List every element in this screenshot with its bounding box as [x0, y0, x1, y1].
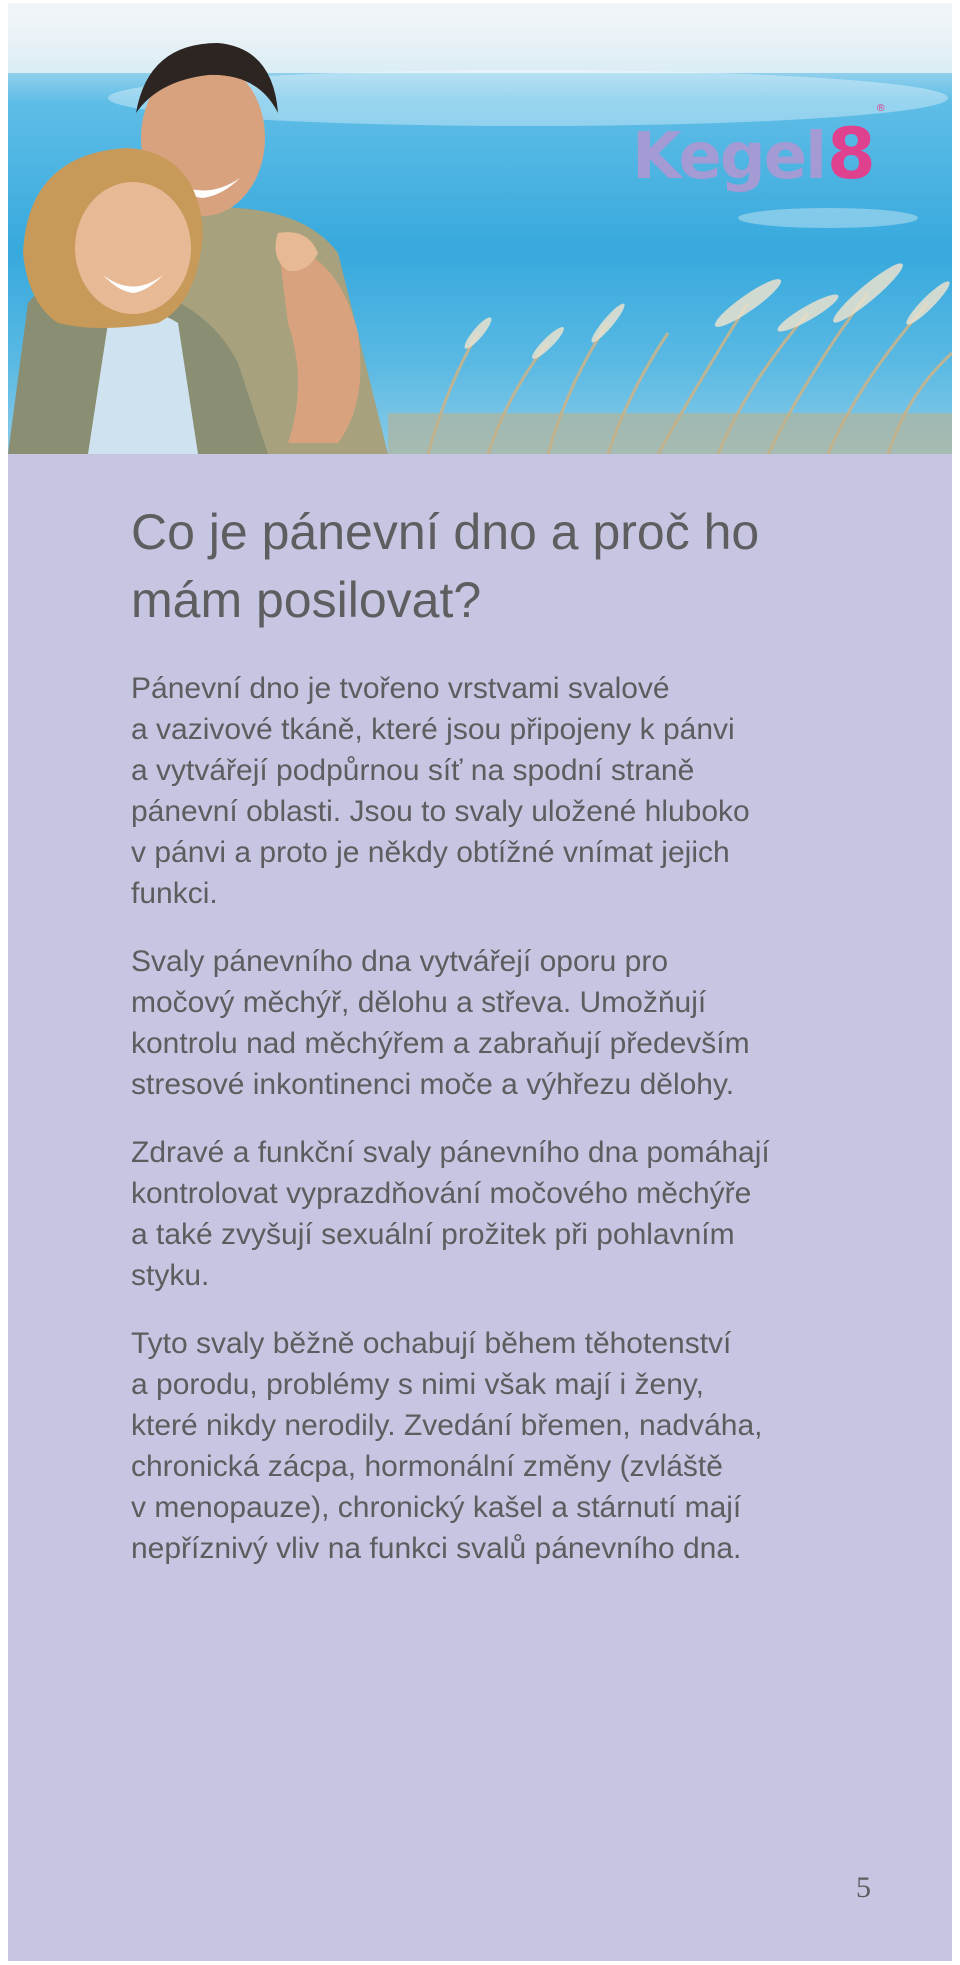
paragraph-definition: Pánevní dno je tvořeno vrstvami svalové a vazivové tkáně, které jsou připojeny k pánvi a vytvářejí podpůrnou síť na spodní straně pánevní oblasti. Jsou to svaly uložené hluboko v pánvi a proto je někdy obtížné vnímat jejich funkci. [131, 672, 750, 910]
kegel8-logo [632, 99, 886, 195]
logo-number: 8 [827, 113, 876, 195]
logo-word: Kegel [632, 120, 826, 194]
brochure-page [8, 3, 952, 1961]
paragraph-weakening: Tyto svaly běžně ochabují během těhotenství a porodu, problémy s nimi však mají i ženy, které nikdy nerodily. Zvedání břemen, nadváha, chronická zácpa, hormonální změny (zvláště v menopauze), chronický kašel a stárnutí mají nepříznivý vliv na funkci svalů pánevního dna. [131, 1327, 763, 1565]
article-body [131, 498, 851, 1596]
logo-registered-mark: ® [875, 103, 886, 114]
paragraph-benefits: Zdravé a funkční svaly pánevního dna pomáhají kontrolovat vyprazdňování močového měchýře a také zvyšují sexuální prožitek při pohlavním styku. [131, 1136, 770, 1292]
couple-photo-illustration [8, 3, 952, 454]
page-title: Co je pánevní dno a proč ho mám posilovat? [131, 504, 760, 628]
hero-photo [8, 3, 952, 454]
page-number: 5 [856, 1871, 871, 1904]
paragraph-support: Svaly pánevního dna vytvářejí oporu pro močový měchýř, dělohu a střeva. Umožňují kontrolu nad měchýřem a zabraňují především stresové inkontinenci moče a výhřezu dělohy. [131, 945, 750, 1101]
